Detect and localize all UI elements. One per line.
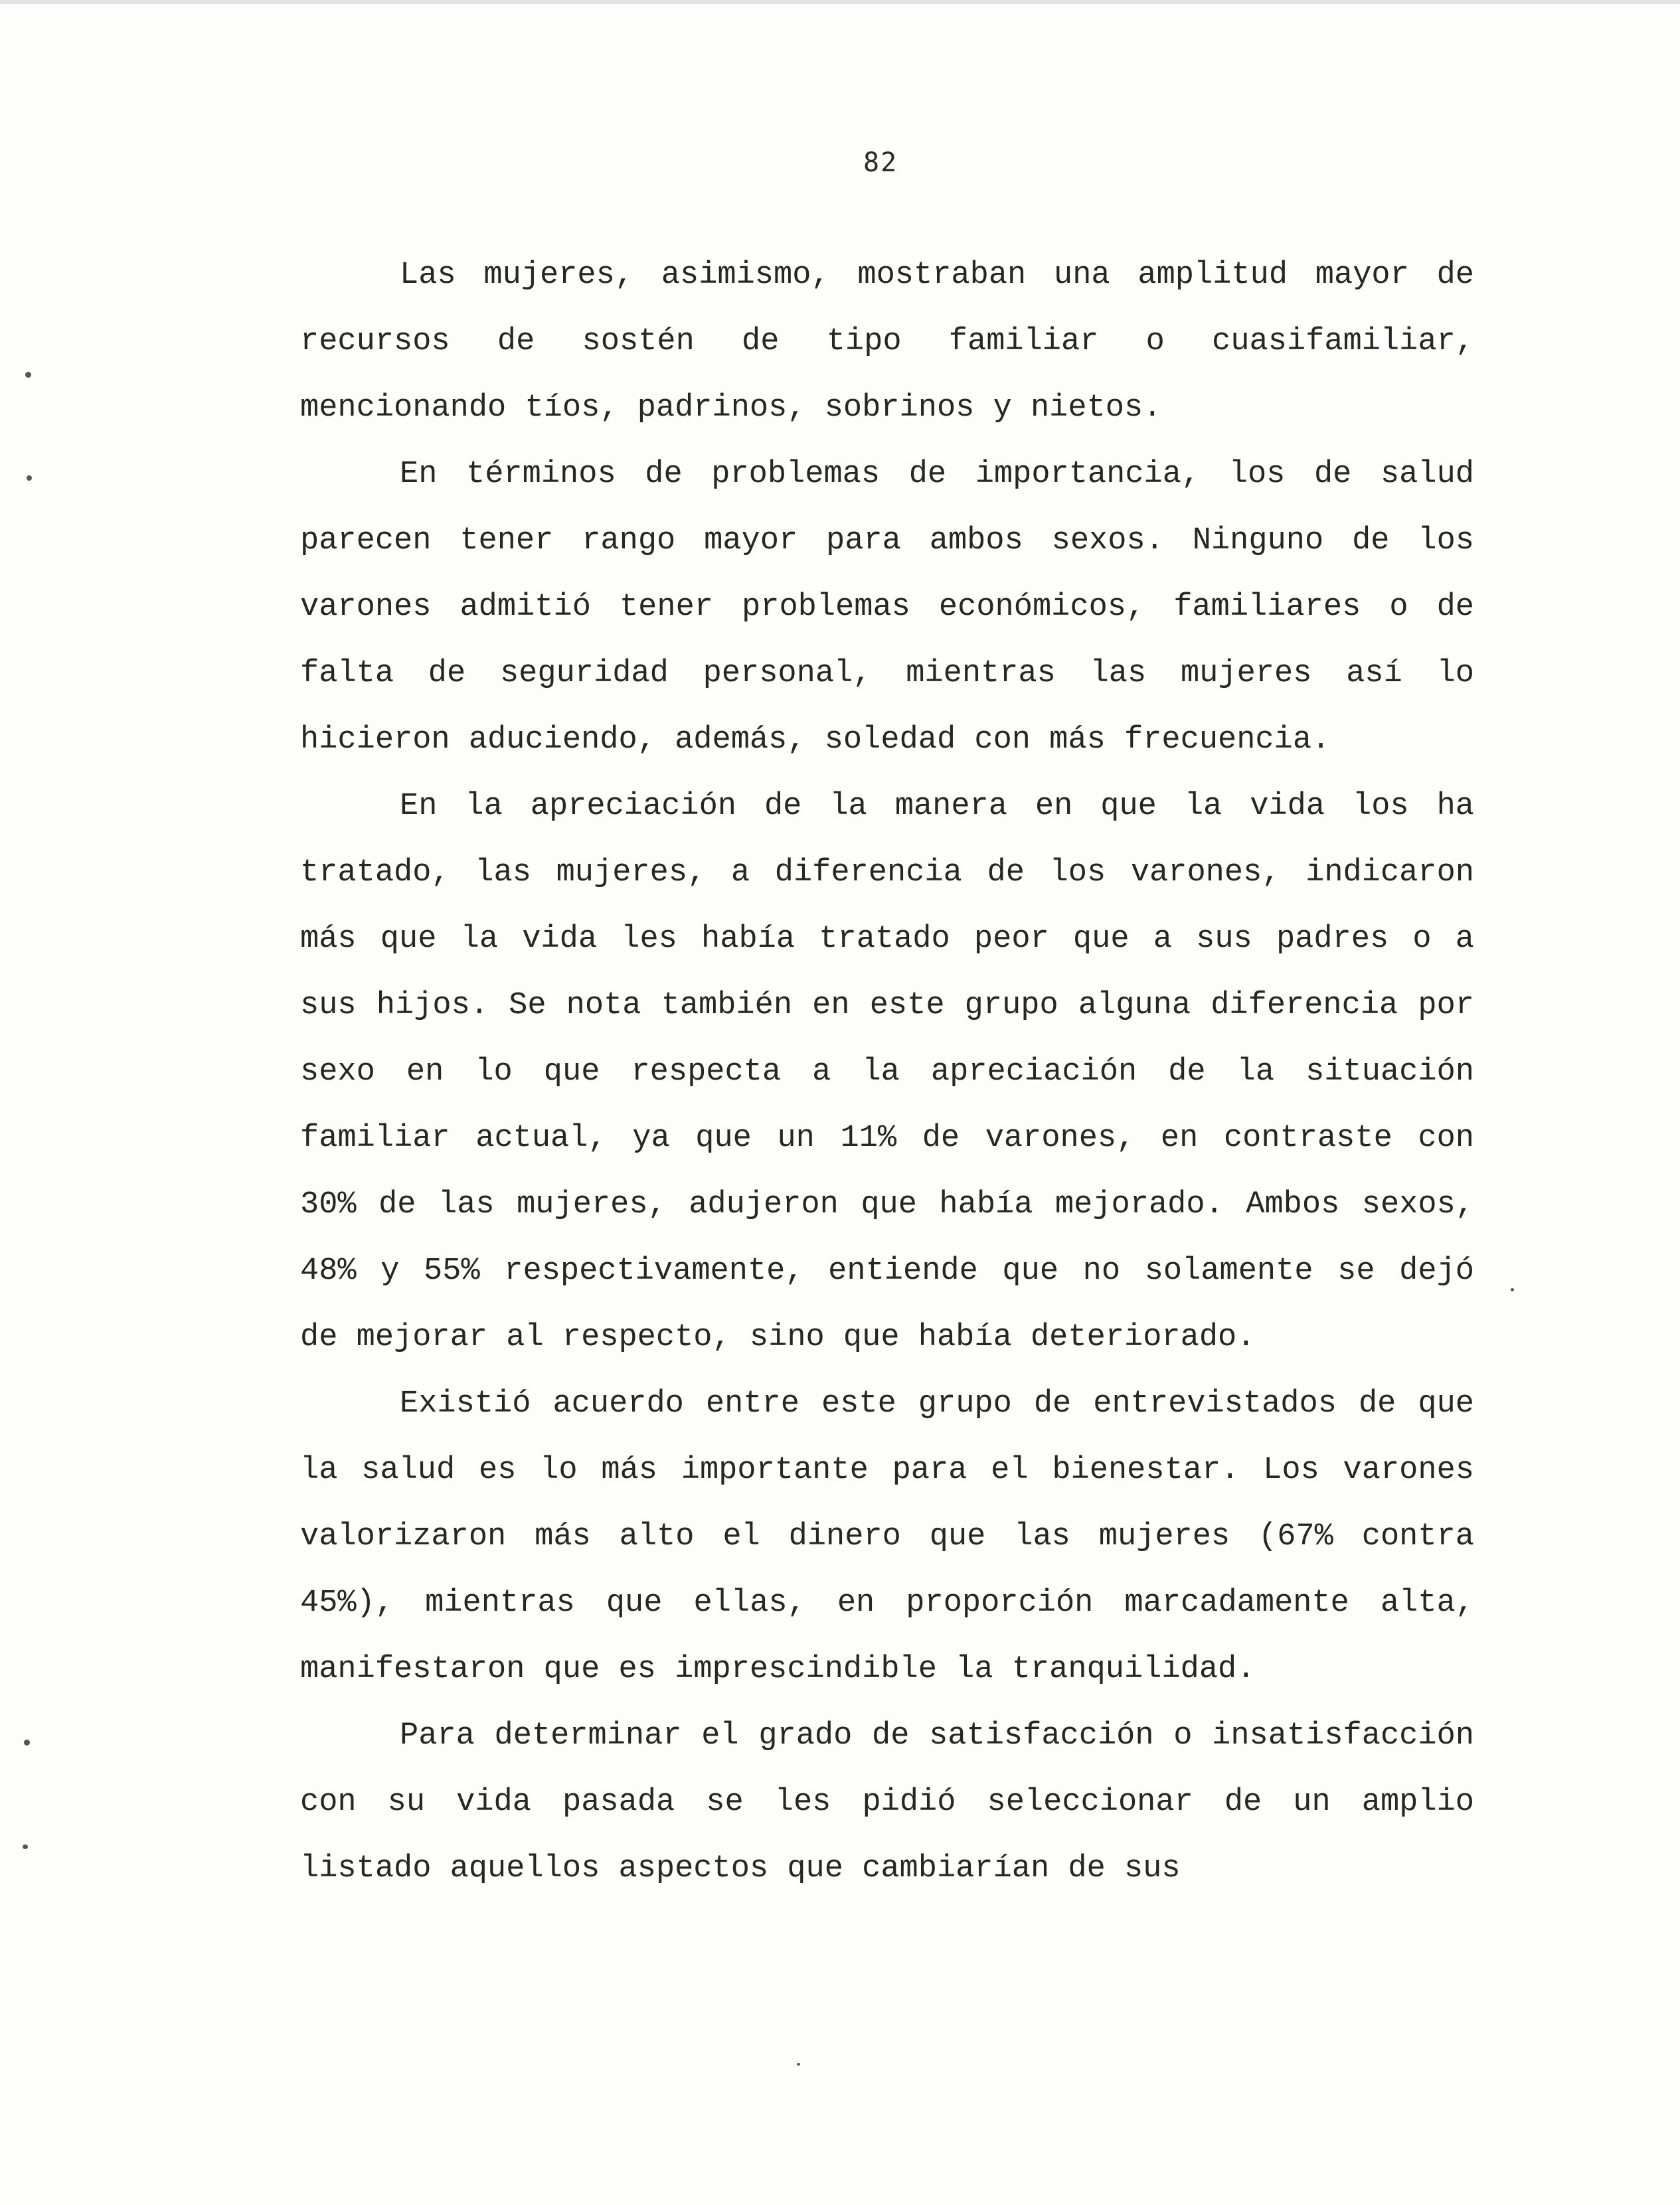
body-text <box>300 242 1474 1902</box>
paragraph-1: Las mujeres, asimismo, mostraban una amplitud mayor de recursos de sostén de tipo familiar o cuasifamiliar, mencionando tíos, padrinos, sobrinos y nietos. <box>300 258 1474 426</box>
scan-speck <box>27 475 32 481</box>
paragraph-5: Para determinar el grado de satisfacción o insatisfacción con su vida pasada se les pidió seleccionar de un amplio listado aquellos aspectos que cambiarían de sus <box>300 1718 1474 1886</box>
paragraph-3: En la apreciación de la manera en que la vida los ha tratado, las mujeres, a diferencia de los varones, indicaron más que la vida les había tratado peor que a sus padres o a sus hijos. Se nota también en este grupo alguna diferencia por sexo en lo que respecta a la apreciación de la situación familiar actual, ya que un 11% de varones, en contraste con 30% de las mujeres, adujeron que había mejorado. Ambos sexos, 48% y 55% respectivamente, entiende que no solamente se dejó de mejorar al respecto, sino que había deteriorado. <box>300 789 1474 1355</box>
scan-speck <box>797 2063 800 2066</box>
paragraph-4: Existió acuerdo entre este grupo de entrevistados de que la salud es lo más importante para el bienestar. Los varones valorizaron más alto el dinero que las mujeres (67% contra 45%), mientras que ellas, en proporción marcadamente alta, manifestaron que es imprescindible la tranquilidad. <box>300 1386 1474 1687</box>
page-number: 82 <box>863 147 898 178</box>
scan-speck <box>25 372 31 378</box>
scan-speck <box>1511 1288 1514 1291</box>
paragraph-2: En términos de problemas de importancia, los de salud parecen tener rango mayor para ambos sexos. Ninguno de los varones admitió tener problemas económicos, familiares o de falta de seguridad personal, mientras las mujeres así lo hicieron aduciendo, además, soledad con más frecuencia. <box>300 457 1474 758</box>
scan-speck <box>23 1844 28 1849</box>
scan-speck <box>24 1740 30 1746</box>
page-top-edge <box>0 0 1680 4</box>
